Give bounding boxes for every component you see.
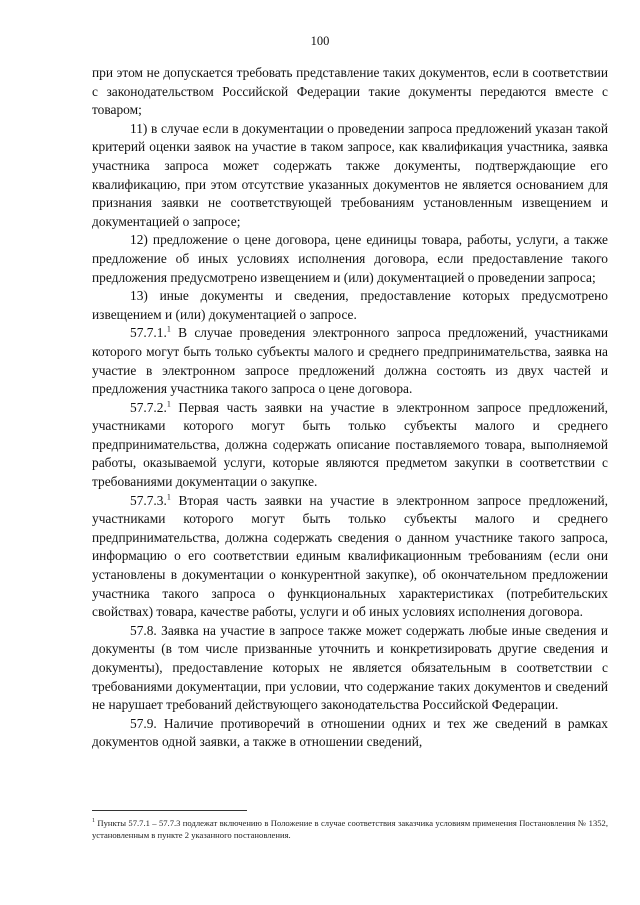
footnote <box>92 817 608 842</box>
paragraph-57-7-2 <box>92 399 608 492</box>
paragraph-57-8: 57.8. Заявка на участие в запросе также может содержать любые иные сведения и документы (в том числе призванные уточнить и конкретизировать другие сведения и документы), предоставление которых не является обязательным в соответствии с требованиями документации, при условии, что содержание таких документов и сведений не нарушает требований действующего законодательства Российской Федерации. <box>92 622 608 713</box>
footnote-separator <box>92 810 247 811</box>
paragraph-continuation: при этом не допускается требовать представление таких документов, если в соответствии с законодательством Российской Федерации такие документы передаются вместе с товаром; <box>92 65 608 118</box>
paragraph-57-7-1 <box>92 324 608 398</box>
clause-number: 57.7.3. <box>130 492 167 508</box>
footnote-reference[interactable]: 1 <box>166 324 171 334</box>
body-text <box>92 64 608 752</box>
clause-text: В случае проведения электронного запроса предложений, участниками которого могут быть только субъекты малого и среднего предпринимательства, заявка на участие в электронном запросе предложений должна состоять из двух частей и предложения участника такого запроса о цене договора. <box>92 325 608 397</box>
footnote-mark: 1 <box>92 818 95 825</box>
footnote-reference[interactable]: 1 <box>166 399 171 409</box>
clause-text: Первая часть заявки на участие в электронном запросе предложений, участниками которого могут быть только субъекты малого и среднего предпринимательства, должна содержать описание поставляемого товара, выполняемой работы, оказываемой услуги, которые являются предметом закупки в соответствии с требованиями документации о закупке. <box>92 399 608 490</box>
clause-number: 57.7.1. <box>130 325 167 341</box>
paragraph-item-11: 11) в случае если в документации о проведении запроса предложений указан такой критерий оценки заявок на участие в таком запросе, как квалификация участника, заявка участника запроса может содержать также документы, подтверждающие его квалификацию, при этом отсутствие указанных документов не является основанием для признания заявки не соответствующей требованиям установленным извещением и документацией о запросе; <box>92 120 608 229</box>
footnote-reference[interactable]: 1 <box>166 492 171 502</box>
clause-text: Вторая часть заявки на участие в электронном запросе предложений, участниками которого могут быть только субъекты малого и среднего предпринимательства, должна содержать сведения о данном участнике такого запроса, информацию о его соответствии единым квалификационным требованиям (если они установлены в документации о конкурентной закупке), об окончательном предложении участника такого запроса о функциональных характеристиках (потребительских свойствах) товара, качестве работы, услуги и об иных условиях исполнения договора. <box>92 492 608 620</box>
clause-number: 57.7.2. <box>130 399 167 415</box>
paragraph-item-13: 13) иные документы и сведения, предоставление которых предусмотрено извещением и (или) документацией о запросе. <box>92 288 608 322</box>
paragraph-item-12: 12) предложение о цене договора, цене единицы товара, работы, услуги, а также предложение об иных условиях исполнения договора, если предоставление такого предложения предусмотрено извещением и (или) документацией о проведении запроса; <box>92 232 608 285</box>
paragraph-57-7-3 <box>92 492 608 622</box>
footnote-text: Пункты 57.7.1 – 57.7.3 подлежат включению в Положение в случае соответствия заказчика условиям применения Постановления № 1352, установленным в пункте 2 указанного постановления. <box>92 818 608 841</box>
paragraph-57-9: 57.9. Наличие противоречий в отношении одних и тех же сведений в рамках документов одной заявки, а также в отношении сведений, <box>92 715 608 750</box>
page-number: 100 <box>310 34 330 48</box>
